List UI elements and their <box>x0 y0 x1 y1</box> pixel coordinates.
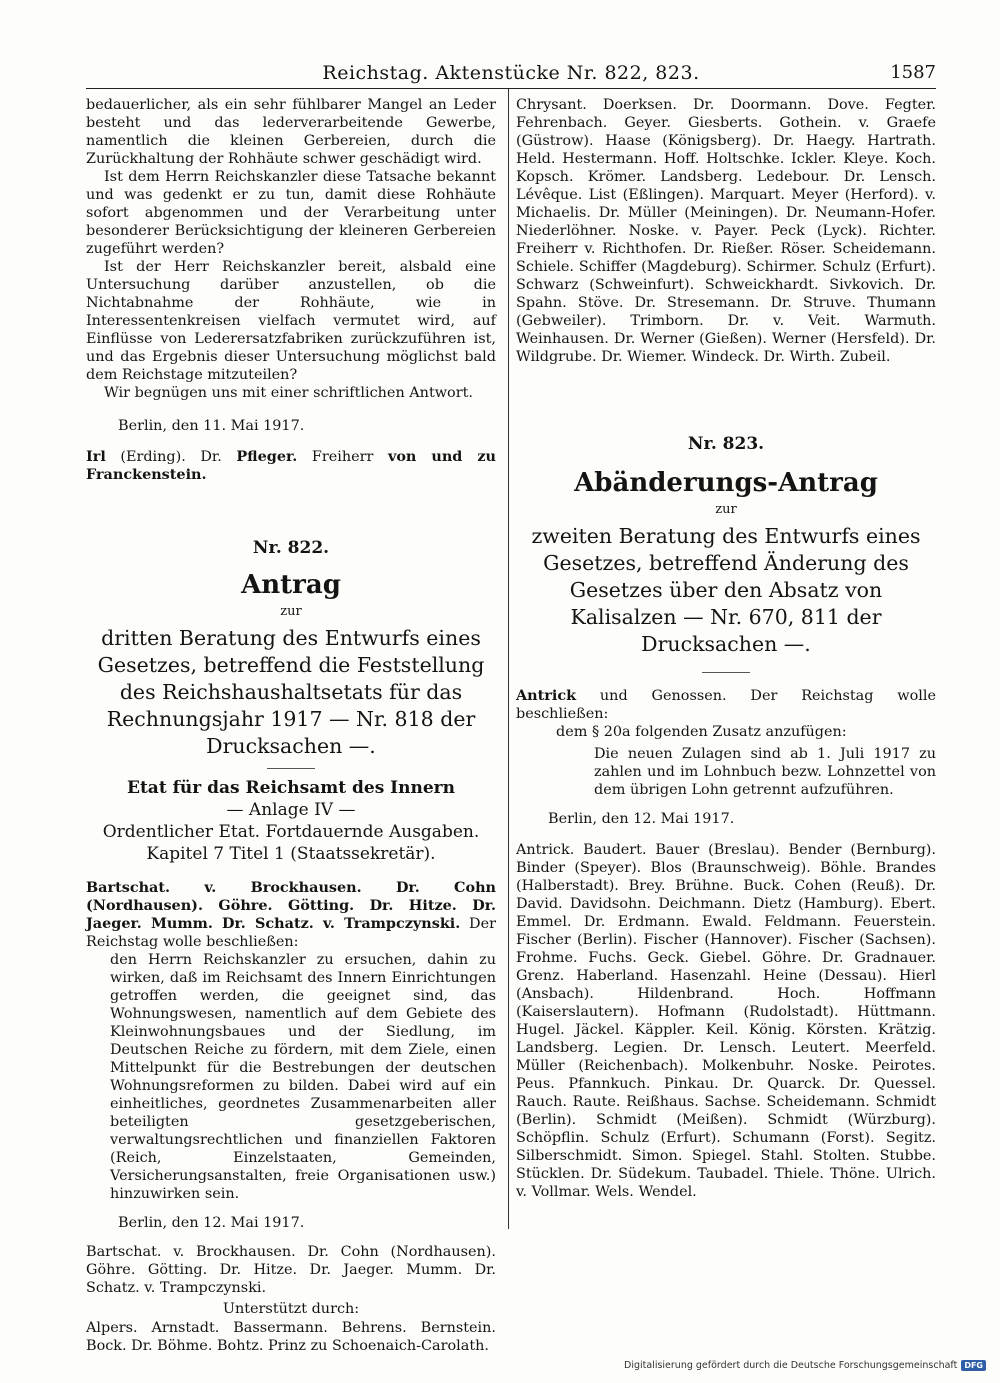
document-subject: dritten Beratung des Entwurfs eines Gesetzes, betreffend die Feststellung des Reichshaushaltsetats für das Rechnungsjahr 1917 — Nr. 818 der Drucksachen —. <box>97 626 485 758</box>
proposers-names: Bartschat. v. Brockhausen. Dr. Cohn (Nordhausen). Göhre. Götting. Dr. Hitze. Dr. Jaeger. Mumm. Dr. Schatz. v. Trampczynski. <box>86 879 496 932</box>
column-divider <box>508 89 509 1229</box>
question-paragraph-2: Ist der Herr Reichskanzler bereit, alsbald eine Untersuchung darüber anzustellen, ob die Nichtabnahme der Rohhäute, wie in Interessentenkreisen vielfach vermutet wird, auf Einflüsse von Lederersatzfabriken zurückzuführen ist, und das Ergebnis dieser Untersuchung möglichst bald dem Reichstage mitzuteilen? <box>86 259 496 383</box>
page-title: Reichstag. Aktenstücke Nr. 822, 823. <box>322 62 700 84</box>
supporters-block: Alpers. Arnstadt. Bassermann. Behrens. Bernstein. Bock. Dr. Böhme. Bohtz. Prinz zu Schoenaich-Carolath. <box>86 1320 496 1354</box>
section-annex: — Anlage IV — <box>226 800 356 820</box>
intro-paragraph: bedauerlicher, als ein sehr fühlbarer Mangel an Leder besteht und das lederverarbeitende Gewerbe, namentlich die kleinen Gerbereien, durch die Zurückhaltung der Rohhäute schwer geschädigt wird. <box>86 97 496 167</box>
page-number: 1587 <box>890 62 936 83</box>
signers-block <box>86 448 496 484</box>
date-line: Berlin, den 12. Mai 1917. <box>548 811 735 827</box>
proposers-tail: Der Reichstag wolle beschließen: <box>86 916 496 950</box>
zur-label: zur <box>715 502 737 517</box>
footer <box>624 1360 986 1371</box>
document-number: Nr. 823. <box>687 434 765 454</box>
signer-text: (Erding). Dr. <box>105 449 237 465</box>
signer-name: Pfleger. <box>236 448 298 465</box>
quoted-amendment: Die neuen Zulagen sind ab 1. Juli 1917 zu zahlen und im Lohnbuch bezw. Lohnzettel von dem übrigen Lohn getrennt aufzuführen. <box>594 746 936 798</box>
proposers-paragraph <box>516 687 936 723</box>
answer-request: Wir begnügen uns mit einer schriftlichen Antwort. <box>104 385 473 401</box>
zur-label: zur <box>280 604 302 619</box>
document-title: Antrag <box>241 570 341 600</box>
signers-block: Bartschat. v. Brockhausen. Dr. Cohn (Nordhausen). Göhre. Götting. Dr. Hitze. Dr. Jaeger. Mumm. Dr. Schatz. v. Trampczynski. <box>86 1244 496 1296</box>
left-column <box>86 96 496 1355</box>
footer-text: Digitalisierung gefördert durch die Deutsche Forschungsgemeinschaft <box>624 1360 958 1371</box>
signer-text: Freiherr <box>297 449 388 465</box>
date-line: Berlin, den 11. Mai 1917. <box>118 418 305 434</box>
document-subject: zweiten Beratung des Entwurfs eines Gesetzes, betreffend Änderung des Gesetzes über den Absatz von Kalisalzen — Nr. 670, 811 der Drucksachen —. <box>531 524 921 656</box>
divider <box>267 768 315 769</box>
date-line: Berlin, den 12. Mai 1917. <box>118 1215 305 1231</box>
proposer-text: und Genossen. Der Reichstag wolle beschließen: <box>516 688 936 722</box>
proposer-name: Antrick <box>516 687 577 704</box>
document-number: Nr. 822. <box>252 538 330 558</box>
section-line: Ordentlicher Etat. Fortdauernde Ausgaben. <box>102 822 480 842</box>
supporters-continued: Chrysant. Doerksen. Dr. Doormann. Dove. Fegter. Fehrenbach. Geyer. Giesberts. Gothein. v. Graefe (Güstrow). Haase (Königsberg). Dr. Haegy. Hartrath. Held. Hestermann. Hoff. Holtschke. Ickler. Kleye. Koch. Kopsch. Krömer. Landsberg. Ledebour. Dr. Lensch. Lévêque. List (Eßlingen). Marquart. Meyer (Herford). v. Michaelis. Dr. Müller (Meiningen). Dr. Neumann-Hofer. Niederlöhner. Noske. v. Payer. Peck (Lyck). Richter. Freiherr v. Richthofen. Dr. Rießer. Röser. Scheidemann. Schiele. Schiffer (Magdeburg). Schirmer. Schulz (Erfurt). Schwarz (Schweinfurt). Schweickhardt. Sivkovich. Dr. Spahn. Stöve. Dr. Stresemann. Dr. Struve. Thumann (Gebweiler). Trimborn. Dr. v. Veit. Warmuth. Weinhausen. Dr. Werner (Gießen). Werner (Hersfeld). Dr. Wildgrube. Dr. Wiemer. Windeck. Dr. Wirth. Zubeil. <box>516 97 936 365</box>
page-header <box>86 62 936 86</box>
motion-text: den Herrn Reichskanzler zu ersuchen, dahin zu wirken, daß im Reichsamt des Innern Einrichtungen getroffen werden, die geeignet sind, das Wohnungswesen, namentlich auf dem Gebiete des Kleinwohnungsbaues und der Siedlung, im Deutschen Reiche zu fördern, mit dem Ziele, einen Mittelpunkt für die Bestrebungen der deutschen Wohnungsreformen zu bilden. Dabei wird auf ein einheitliches, geordnetes Zusammenarbeiten aller beteiligten gesetzgeberischen, verwaltungsrechtlichen und finanziellen Faktoren (Reich, Einzelstaaten, Gemeinden, Versicherungsanstalten, freie Organisationen usw.) hinzuwirken sein. <box>110 952 496 1202</box>
proposers-paragraph <box>86 879 496 951</box>
dfg-logo-icon: DFG <box>961 1360 986 1371</box>
question-paragraph-1: Ist dem Herrn Reichskanzler diese Tatsache bekannt und was gedenkt er zu tun, damit diese Rohhäute sofort abgenommen und der Verarbeitung unter besonderer Berücksichtigung der kleineren Gerbereien zugeführt werden? <box>86 169 496 257</box>
divider <box>702 672 750 673</box>
signer-name: Irl <box>86 448 106 465</box>
right-column <box>516 96 936 1201</box>
signer-name: von und zu Franckenstein. <box>86 448 496 483</box>
instruction-line: dem § 20a folgenden Zusatz anzufügen: <box>556 724 847 740</box>
header-rule <box>86 88 936 89</box>
supported-by-label: Unterstützt durch: <box>222 1301 360 1317</box>
section-line: Kapitel 7 Titel 1 (Staatssekretär). <box>146 844 436 864</box>
document-title: Abänderungs-Antrag <box>574 468 878 498</box>
section-title: Etat für das Reichsamt des Innern <box>127 778 455 798</box>
signers-block: Antrick. Baudert. Bauer (Breslau). Bender (Bernburg). Binder (Speyer). Blos (Braunschweig). Böhle. Brandes (Halberstadt). Brey. Brühne. Buck. Cohen (Reuß). Dr. David. Davidsohn. Deichmann. Dietz (Hamburg). Ebert. Emmel. Dr. Erdmann. Ewald. Feldmann. Feuerstein. Fischer (Berlin). Fischer (Hannover). Fischer (Sachsen). Frohme. Fuchs. Geck. Giebel. Göhre. Dr. Gradnauer. Grenz. Haberland. Hasenzahl. Heine (Dessau). Hierl (Ansbach). Hildenbrand. Hoch. Hoffmann (Kaiserslautern). Hofmann (Rudolstadt). Hüttmann. Hugel. Jäckel. Käppler. Keil. König. Körsten. Krätzig. Landsberg. Legien. Dr. Lensch. Leutert. Meerfeld. Müller (Reichenbach). Molkenbuhr. Noske. Peirotes. Peus. Pfannkuch. Pinkau. Dr. Quarck. Dr. Quessel. Rauch. Raute. Reißhaus. Sachse. Scheidemann. Schmidt (Berlin). Schmidt (Meißen). Schmidt (Würzburg). Schöpflin. Schulz (Erfurt). Schumann (Forst). Segitz. Silberschmidt. Simon. Spiegel. Stahl. Stolten. Stubbe. Stücklen. Dr. Südekum. Taubadel. Thiele. Thöne. Ulrich. v. Vollmar. Wels. Wendel. <box>516 842 936 1200</box>
